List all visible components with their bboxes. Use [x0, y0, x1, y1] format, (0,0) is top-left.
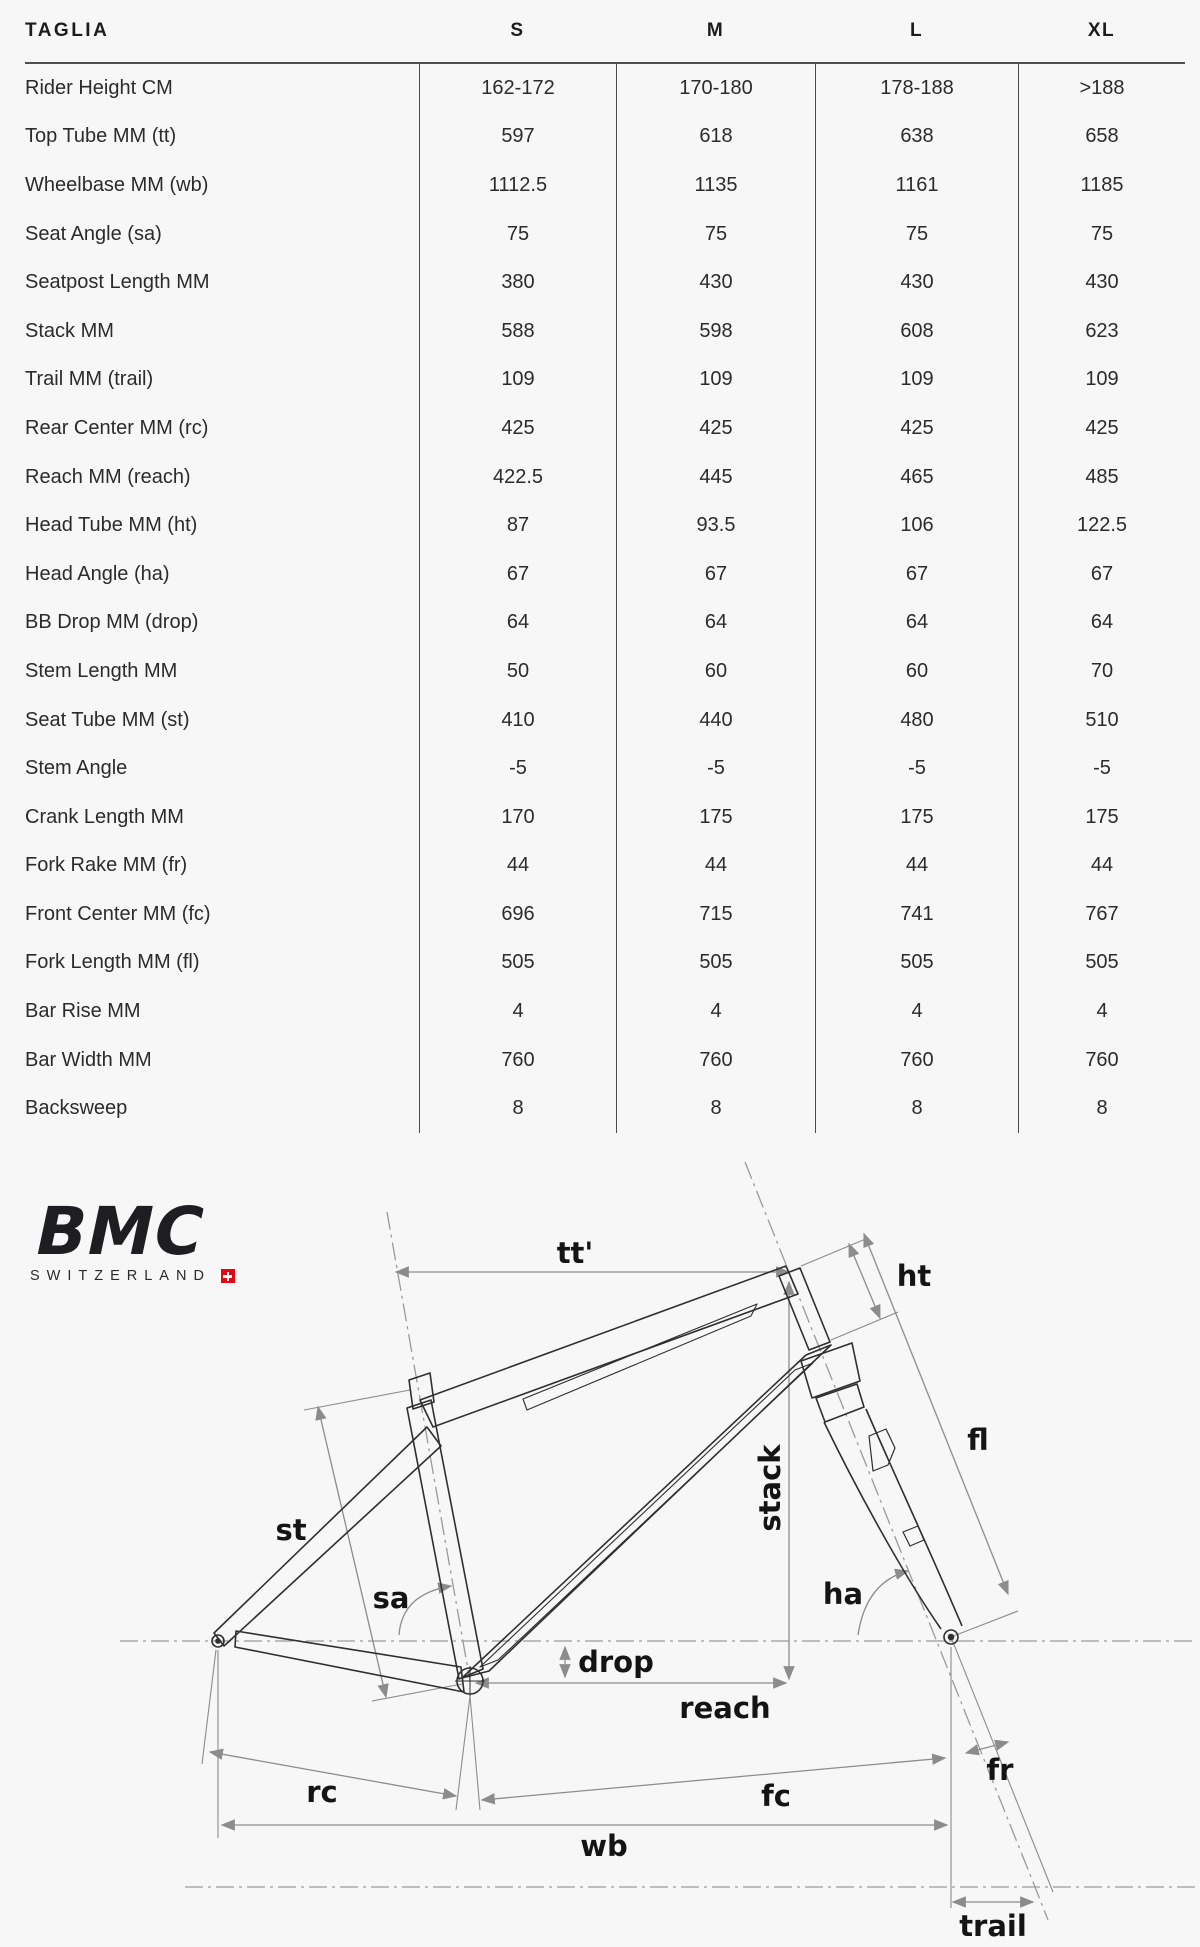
spec-cell-xl: >188 [1018, 64, 1185, 113]
size-column-header-m: M [706, 20, 725, 41]
spec-row-label: Wheelbase MM (wb) [25, 173, 209, 196]
switzerland-text: SWITZERLAND [30, 1268, 211, 1284]
spec-cell-xl: 8 [1018, 1084, 1185, 1133]
spec-cell-l: 175 [815, 793, 1018, 842]
spec-row-label: Stem Angle [25, 757, 128, 780]
spec-cell-xl: 430 [1018, 258, 1185, 307]
rear-axle-dot [216, 1639, 220, 1643]
spec-cell-xl: 505 [1018, 939, 1185, 988]
spec-cell-s: 67 [419, 550, 616, 599]
dim-head-tube [849, 1244, 880, 1318]
label-drop: drop [578, 1645, 654, 1679]
spec-cell-l: 67 [815, 550, 1018, 599]
spec-cell-m: 760 [616, 1036, 815, 1085]
spec-cell-s: 588 [419, 307, 616, 356]
bmc-wordmark: BMC [28, 1193, 213, 1270]
fork-stanchion-shape [816, 1384, 864, 1422]
logo-country-row [30, 1268, 260, 1284]
spec-cell-xl: 175 [1018, 793, 1185, 842]
spec-row-label: Bar Width MM [25, 1048, 152, 1071]
spec-cell-s: 760 [419, 1036, 616, 1085]
spec-row-label: Front Center MM (fc) [25, 902, 211, 925]
spec-row-label: Reach MM (reach) [25, 465, 191, 488]
spec-cell-xl: 75 [1018, 210, 1185, 259]
fork-brake-tab [903, 1526, 924, 1546]
spec-cell-l: 480 [815, 696, 1018, 745]
spec-cell-xl: -5 [1018, 744, 1185, 793]
size-column-header-xl: XL [1087, 20, 1116, 41]
spec-cell-l: 64 [815, 599, 1018, 648]
spec-cell-l: 425 [815, 404, 1018, 453]
spec-cell-m: 109 [616, 356, 815, 405]
dim-fork-rake [966, 1742, 1008, 1753]
arc-head-angle [858, 1571, 908, 1635]
spec-table-body [25, 64, 1200, 1133]
spec-row-label: Bar Rise MM [25, 1000, 141, 1023]
spec-cell-l: 4 [815, 987, 1018, 1036]
spec-cell-m: -5 [616, 744, 815, 793]
spec-row-label: Fork Rake MM (fr) [25, 854, 188, 877]
spec-cell-m: 618 [616, 113, 815, 162]
spec-cell-s: 64 [419, 599, 616, 648]
spec-cell-l: 430 [815, 258, 1018, 307]
spec-cell-l: 75 [815, 210, 1018, 259]
geometry-figure [0, 1150, 1200, 1947]
spec-cell-l: 760 [815, 1036, 1018, 1085]
label-wb: wb [580, 1829, 628, 1863]
spec-cell-s: 597 [419, 113, 616, 162]
spec-cell-s: 425 [419, 404, 616, 453]
label-tt: tt' [556, 1236, 594, 1270]
spec-cell-s: 505 [419, 939, 616, 988]
spec-cell-m: 175 [616, 793, 815, 842]
label-ha: ha [822, 1577, 864, 1611]
spec-cell-s: 170 [419, 793, 616, 842]
spec-cell-xl: 510 [1018, 696, 1185, 745]
spec-cell-m: 430 [616, 258, 815, 307]
spec-cell-m: 75 [616, 210, 815, 259]
spec-row-label: Seat Angle (sa) [25, 222, 162, 245]
label-rc: rc [306, 1775, 338, 1809]
label-st: st [275, 1513, 307, 1547]
label-stack: stack [753, 1444, 787, 1532]
table-title: TAGLIA [25, 20, 110, 41]
spec-cell-s: 410 [419, 696, 616, 745]
spec-row-label: Fork Length MM (fl) [25, 951, 200, 974]
spec-cell-xl: 4 [1018, 987, 1185, 1036]
spec-cell-xl: 485 [1018, 453, 1185, 502]
spec-row-label: Stack MM [25, 319, 114, 342]
spec-cell-xl: 760 [1018, 1036, 1185, 1085]
spec-table-header [25, 0, 1200, 62]
spec-cell-m: 1135 [616, 161, 815, 210]
spec-cell-s: 380 [419, 258, 616, 307]
spec-cell-m: 93.5 [616, 501, 815, 550]
spec-cell-s: 50 [419, 647, 616, 696]
spec-cell-l: 178-188 [815, 64, 1018, 113]
spec-cell-m: 715 [616, 890, 815, 939]
spec-cell-xl: 70 [1018, 647, 1185, 696]
spec-cell-xl: 425 [1018, 404, 1185, 453]
spec-cell-m: 445 [616, 453, 815, 502]
fork-crown-shape [801, 1343, 860, 1398]
spec-cell-l: 741 [815, 890, 1018, 939]
spec-cell-s: 87 [419, 501, 616, 550]
size-column-header-s: S [510, 20, 525, 41]
size-column-header-l: L [909, 20, 924, 41]
top-tube-shape [420, 1266, 798, 1427]
label-fc: fc [761, 1779, 791, 1813]
spec-row-label: Trail MM (trail) [25, 368, 154, 391]
spec-cell-l: 60 [815, 647, 1018, 696]
spec-cell-s: 44 [419, 842, 616, 891]
spec-cell-m: 67 [616, 550, 815, 599]
spec-cell-s: 109 [419, 356, 616, 405]
spec-cell-l: 465 [815, 453, 1018, 502]
bmc-logo [28, 1193, 260, 1284]
spec-cell-m: 440 [616, 696, 815, 745]
spec-row-label: Top Tube MM (tt) [25, 125, 177, 148]
label-fr: fr [986, 1753, 1014, 1787]
spec-cell-l: 44 [815, 842, 1018, 891]
spec-cell-s: 4 [419, 987, 616, 1036]
spec-cell-m: 425 [616, 404, 815, 453]
label-sa: sa [372, 1581, 410, 1615]
dim-front-center [482, 1758, 945, 1800]
spec-cell-xl: 1185 [1018, 161, 1185, 210]
spec-cell-xl: 44 [1018, 842, 1185, 891]
spec-cell-m: 598 [616, 307, 815, 356]
spec-cell-m: 64 [616, 599, 815, 648]
spec-cell-l: 8 [815, 1084, 1018, 1133]
dimension-labels [275, 1236, 1026, 1943]
chainstay-shape [235, 1631, 464, 1692]
spec-row-label: Stem Length MM [25, 659, 178, 682]
spec-cell-xl: 767 [1018, 890, 1185, 939]
spec-cell-m: 8 [616, 1084, 815, 1133]
spec-cell-xl: 64 [1018, 599, 1185, 648]
spec-cell-l: 505 [815, 939, 1018, 988]
spec-cell-s: 422.5 [419, 453, 616, 502]
label-trail: trail [959, 1909, 1027, 1943]
spec-cell-l: 109 [815, 356, 1018, 405]
label-reach: reach [679, 1691, 771, 1725]
spec-cell-s: -5 [419, 744, 616, 793]
spec-cell-s: 75 [419, 210, 616, 259]
spec-cell-xl: 658 [1018, 113, 1185, 162]
spec-cell-m: 4 [616, 987, 815, 1036]
spec-row-label: Rider Height CM [25, 76, 173, 99]
spec-cell-m: 170-180 [616, 64, 815, 113]
label-ht: ht [896, 1259, 932, 1293]
spec-cell-l: 638 [815, 113, 1018, 162]
spec-cell-s: 696 [419, 890, 616, 939]
spec-row-label: Head Angle (ha) [25, 562, 170, 585]
spec-row-label: Backsweep [25, 1097, 128, 1120]
spec-cell-s: 1112.5 [419, 161, 616, 210]
spec-row-label: Crank Length MM [25, 805, 184, 828]
front-axle-dot [949, 1635, 954, 1640]
spec-cell-xl: 109 [1018, 356, 1185, 405]
spec-cell-m: 44 [616, 842, 815, 891]
spec-row-label: Head Tube MM (ht) [25, 514, 198, 537]
label-fl: fl [967, 1423, 989, 1457]
spec-cell-l: 608 [815, 307, 1018, 356]
spec-row-label: Seat Tube MM (st) [25, 708, 190, 731]
spec-cell-s: 162-172 [419, 64, 616, 113]
spec-cell-l: 106 [815, 501, 1018, 550]
swiss-cross-icon [221, 1269, 235, 1283]
spec-cell-m: 505 [616, 939, 815, 988]
spec-cell-m: 60 [616, 647, 815, 696]
seat-tube-shape [407, 1400, 483, 1679]
bike-frame-drawing [212, 1266, 962, 1696]
spec-cell-xl: 122.5 [1018, 501, 1185, 550]
spec-row-label: BB Drop MM (drop) [25, 611, 199, 634]
spec-cell-s: 8 [419, 1084, 616, 1133]
spec-cell-l: 1161 [815, 161, 1018, 210]
spec-row-label: Rear Center MM (rc) [25, 416, 209, 439]
spec-cell-xl: 623 [1018, 307, 1185, 356]
spec-cell-xl: 67 [1018, 550, 1185, 599]
spec-row-label: Seatpost Length MM [25, 271, 210, 294]
spec-cell-l: -5 [815, 744, 1018, 793]
